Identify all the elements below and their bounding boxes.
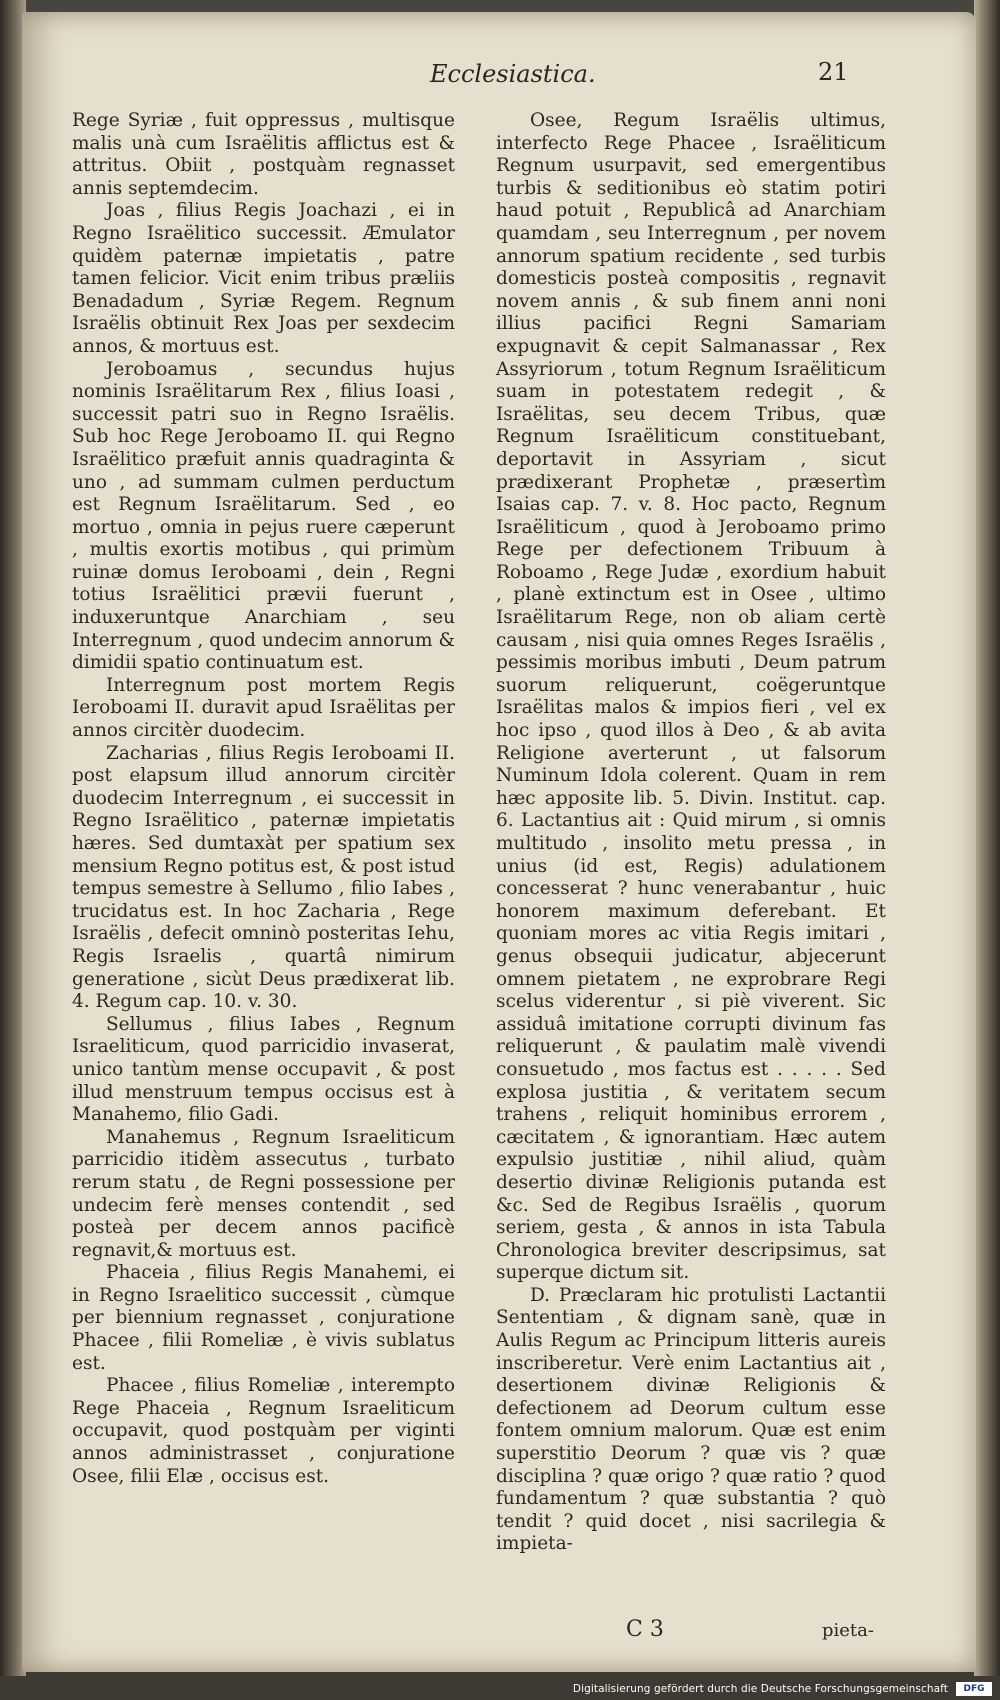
paragraph: Interregnum post mortem Regis Ieroboami II. duravit apud Israëlitas per annos circitèr duodecim. [72, 674, 455, 742]
book-fore-edge [974, 0, 1000, 1700]
paragraph: Jeroboamus , secundus hujus nominis Israëlitarum Rex , filius Ioasi , successit patri suo in Regno Israëlis. Sub hoc Rege Jeroboamo II. qui Regno Israëlitico præfuit annis quadraginta & uno , ad summam culmen perductum est Regnum Israëlitarum. Sed , eo mortuo , omnia in pejus ruere cæperunt , multis exortis motibus , qui primùm ruinæ domus Ieroboami , dein , Regni totius Israëlitici prævii fuerunt , induxeruntque Anarchiam , seu Interregnum , quod undecim annorum & dimidii spatio continuatum est. [72, 358, 455, 674]
paragraph: Manahemus , Regnum Israeliticum parricidio itidèm assecutus , turbato rerum statu , de Regni possessione per undecim ferè menses contendit , sed posteà per decem annos pacificè regnavit,& mortuus est. [72, 1126, 455, 1261]
dfg-logo: DFG [956, 1682, 992, 1696]
left-column [72, 110, 455, 1488]
paragraph: Phacee , filius Romeliæ , interempto Rege Phaceia , Regnum Israeliticum occupavit, quod postquàm per viginti annos administrasset , conjuratione Osee, filii Elæ , occisus est. [72, 1375, 455, 1487]
right-column [496, 110, 886, 1556]
page-number: 21 [818, 58, 849, 86]
paragraph: D. Præclaram hic protulisti Lactantii Sententiam , & dignam sanè, quæ in Aulis Regum ac Principum litteris aureis inscriberetur. Verè enim Lactantius ait , desertionem divinæ Religionis & defectionem ad Deorum cultum esse fontem omnium malorum. Quæ est enim superstitio Deorum ? quæ vis ? quæ disciplina ? quæ origo ? quæ ratio ? quod fundamentum ? quæ substantia ? quò tendit ? quid docet , nisi sacrilegia & impieta- [496, 1284, 886, 1555]
paragraph: Rege Syriæ , fuit oppressus , multisque malis unà cum Israëlitis afflictus est & attritus. Obiit , postquàm regnasset annis septemdecim. [72, 110, 455, 199]
signature-mark: C 3 [626, 1617, 664, 1642]
paragraph: Sellumus , filius Iabes , Regnum Israeliticum, quod parricidio invaserat, unico tantùm mense occupavit , & post illud menstruum tempus occisus est à Manahemo, filio Gadi. [72, 1013, 455, 1126]
footer-credit: Digitalisierung gefördert durch die Deutsche Forschungsgemeinschaft [572, 1683, 948, 1695]
paragraph: Osee, Regum Israëlis ultimus, interfecto Rege Phacee , Israëliticum Regnum usurpavit, sed emergentibus turbis & seditionibus eò statim potiri haud potuit , Republicâ ad Anarchiam quamdam , seu Interregnum , per novem annorum spatium recidente , sed turbis domesticis posteà compositis , regnavit novem annis , & sub finem anni noni illius pacifici Regni Samariam expugnavit & cepit Salmanassar , Rex Assyriorum , totum Regnum Israëliticum suam in potestatem redegit , & Israëlitas, seu decem Tribus, quæ Regnum Israëliticum constituebant, deportavit in Assyriam , sicut prædixerant Prophetæ , præsertìm Isaias cap. 7. v. 8. Hoc pacto, Regnum Israëliticum , quod à Jeroboamo primo Rege per defectionem Tribuum à Roboamo , Rege Judæ , exordium habuit , planè extinctum est in Osee , ultimo Israëlitarum Rege, non ob aliam certè causam , nisi quia omnes Reges Israëlis , pessimis moribus imbuti , Deum patrum suorum reliquerunt, coëgeruntque Israëlitas malos & impios fieri , vel ex hoc ipso , quod illos à Deo , & ab avita Religione averterunt , ut falsorum Numinum Idola colerent. Quam in rem hæc apposite lib. 5. Divin. Institut. cap. 6. Lactantius ait : Quid mirum , si omnis multitudo , insolito metu pressa , in unius (id est, Regis) adulationem concesserat ? hunc venerabantur , huic honorem maximum deferebant. Et quoniam mores ac vitia Regis imitari , genus obsequii judicatur, abjecerunt omnem pietatem , ne exprobrare Regi scelus viderentur , si piè viverent. Sic assiduâ imitatione corrupti divinum fas reliquerunt , & paulatim malè vivendi consuetudo , mos factus est . . . . . Sed explosa justitia , & veritatem secum trahens , reliquit hominibus errorem , cæcitatem , & ignorantiam. Hæc autem expulsio justitiæ , nihil aliud, quàm desertio divinæ Religionis putanda est &c. Sed de Regibus Israëlis , quorum seriem, gesta , & annos in ista Tabula Chronologica breviter descripsimus, sat superque dictum sit. [496, 110, 886, 1284]
paragraph: Phaceia , filius Regis Manahemi, ei in Regno Israelitico successit , cùmque per biennium regnasset , conjuratione Phacee , filii Romeliæ , è vivis sublatus est. [72, 1262, 455, 1374]
catchword: pieta- [822, 1620, 874, 1641]
paragraph: Zacharias , filius Regis Ieroboami II. post elapsum illud annorum circitèr duodecim Interregnum , ei successit in Regno Israëlitico , paternæ impietatis hæres. Sed dumtaxàt per spatium sex mensium Regno potitus est, & post istud tempus semestre à Sellumo , filio Iabes , trucidatus est. In hoc Zacharia , Rege Israëlis , defecit omninò posteritas Iehu, Regis Israelis , quartâ nimirum generatione , sicùt Deus prædixerat lib. 4. Regum cap. 10. v. 30. [72, 742, 455, 1013]
paragraph: Joas , filius Regis Joachazi , ei in Regno Israëlitico successit. Æmulator quidèm paternæ impietatis , patre tamen felicior. Vicit enim tribus præliis Benadadum , Syriæ Regem. Regnum Israëlis obtinuit Rex Joas per sexdecim annos, & mortuus est. [72, 200, 455, 357]
running-title: Ecclesiastica. [430, 60, 596, 88]
